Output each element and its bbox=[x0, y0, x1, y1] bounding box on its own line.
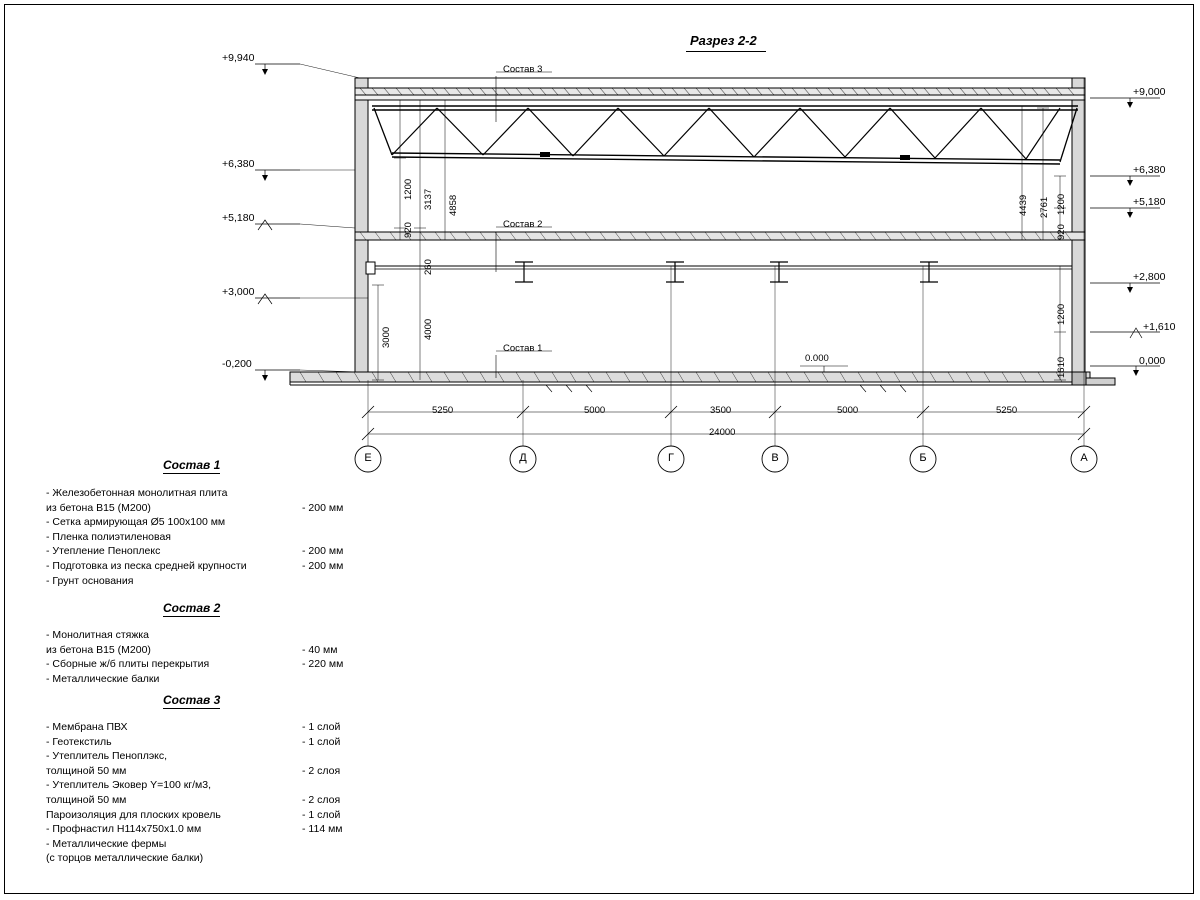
level-mark-right-3: +5,180 bbox=[1133, 196, 1166, 208]
legend-block-3 bbox=[46, 721, 386, 867]
legend-row-value: - 2 слоя bbox=[302, 793, 341, 806]
callout-sostav-2: Состав 2 bbox=[503, 219, 543, 230]
legend-row bbox=[46, 545, 386, 560]
span-dim-1: 5250 bbox=[432, 405, 454, 416]
legend-row bbox=[46, 765, 386, 780]
legend-row bbox=[46, 823, 386, 838]
legend-row-text: Пароизоляция для плоских кровель bbox=[46, 808, 221, 821]
vdim-2761: 2761 bbox=[1039, 196, 1050, 218]
axis-label-a: А bbox=[1080, 452, 1088, 464]
callout-sostav-1: Состав 1 bbox=[503, 343, 543, 354]
level-mark-left-3: +5,180 bbox=[222, 212, 255, 224]
total-dim: 24000 bbox=[709, 427, 736, 438]
vdim-1610: 1610 bbox=[1056, 356, 1067, 378]
legend-row-text: из бетона В15 (М200) bbox=[46, 501, 151, 514]
axis-label-v: В bbox=[771, 452, 779, 464]
axis-label-d: Д bbox=[519, 452, 527, 464]
legend-row-text: - Сетка армирующая Ø5 100x100 мм bbox=[46, 516, 226, 529]
level-mark-right-2: +6,380 bbox=[1133, 164, 1166, 176]
legend-row-text: - Профнастил Н114х750х1.0 мм bbox=[46, 823, 202, 836]
legend-row bbox=[46, 736, 386, 751]
level-mark-left-2: +6,380 bbox=[222, 158, 255, 170]
legend-row bbox=[46, 721, 386, 736]
span-dim-3: 3500 bbox=[710, 405, 732, 416]
legend-row-text: - Геотекстиль bbox=[46, 735, 112, 748]
legend-row bbox=[46, 487, 386, 502]
legend-block-1 bbox=[46, 487, 386, 589]
level-mark-right-6: 0,000 bbox=[1139, 355, 1166, 367]
legend-row-value: - 200 мм bbox=[302, 545, 344, 558]
legend-row-value: - 40 мм bbox=[302, 643, 338, 656]
level-mark-right-1: +9,000 bbox=[1133, 86, 1166, 98]
legend-row-text: - Сборные ж/б плиты перекрытия bbox=[46, 658, 210, 671]
legend-row bbox=[46, 502, 386, 517]
legend-row bbox=[46, 750, 386, 765]
callout-sostav-3: Состав 3 bbox=[503, 64, 543, 75]
legend-heading-2: Состав 2 bbox=[163, 601, 221, 615]
legend-row-text: - Утеплитель Эковер Y=100 кг/м3, bbox=[46, 779, 212, 792]
legend-row-value: - 200 мм bbox=[302, 501, 344, 514]
vdim-3137: 3137 bbox=[423, 188, 434, 210]
legend-row-value: - 1 слой bbox=[302, 721, 341, 733]
level-mark-right-4: +2,800 bbox=[1133, 271, 1166, 283]
zero-level-mark: 0.000 bbox=[805, 353, 829, 364]
legend-row bbox=[46, 809, 386, 824]
vdim-920-a: 920 bbox=[403, 222, 414, 238]
legend-row-text: из бетона В15 (М200) bbox=[46, 643, 151, 656]
legend-row bbox=[46, 531, 386, 546]
legend-row bbox=[46, 779, 386, 794]
legend-row-text: (с торцов металлические балки) bbox=[46, 852, 204, 865]
span-dim-5: 5250 bbox=[996, 405, 1018, 416]
legend-row bbox=[46, 838, 386, 853]
axis-label-e: Е bbox=[364, 452, 372, 464]
vdim-4000: 4000 bbox=[423, 318, 434, 340]
legend-row bbox=[46, 629, 386, 644]
legend-row bbox=[46, 560, 386, 575]
legend-row bbox=[46, 658, 386, 673]
legend-heading-1: Состав 1 bbox=[163, 458, 221, 472]
legend-row-text: - Монолитная стяжка bbox=[46, 629, 150, 641]
legend-row-text: - Подготовка из песка средней крупности bbox=[46, 559, 247, 572]
vdim-4439: 4439 bbox=[1018, 194, 1029, 216]
legend-row-text: толщиной 50 мм bbox=[46, 793, 127, 806]
legend-row-text: - Железобетонная монолитная плита bbox=[46, 487, 228, 499]
vdim-1200-c: 1200 bbox=[1056, 303, 1067, 325]
legend-row bbox=[46, 516, 386, 531]
legend-row-text: - Металлические балки bbox=[46, 672, 160, 685]
legend-row-text: - Мембрана ПВХ bbox=[46, 721, 128, 733]
legend-row bbox=[46, 673, 386, 688]
vdim-4858: 4858 bbox=[448, 194, 459, 216]
legend-row bbox=[46, 575, 386, 590]
legend-row-text: - Пленка полиэтиленовая bbox=[46, 530, 171, 543]
level-mark-left-4: +3,000 bbox=[222, 286, 255, 298]
legend-row bbox=[46, 794, 386, 809]
vdim-1200-a: 1200 bbox=[403, 178, 414, 200]
legend-row-text: толщиной 50 мм bbox=[46, 764, 127, 777]
axis-label-b: Б bbox=[919, 452, 927, 464]
legend-row-value: - 1 слой bbox=[302, 735, 341, 748]
level-mark-left-5: -0,200 bbox=[222, 358, 252, 370]
legend-row-value: - 220 мм bbox=[302, 658, 344, 671]
span-dim-2: 5000 bbox=[584, 405, 606, 416]
level-mark-right-5: +1,610 bbox=[1143, 321, 1176, 333]
span-dim-4: 5000 bbox=[837, 405, 859, 416]
legend-row-text: - Металлические фермы bbox=[46, 837, 167, 850]
legend-row-value: - 1 слой bbox=[302, 808, 341, 821]
vdim-260: 260 bbox=[423, 259, 434, 275]
legend-row-text: - Утеплитель Пеноплэкс, bbox=[46, 750, 168, 763]
axis-label-g: Г bbox=[668, 452, 674, 464]
legend-row-value: - 114 мм bbox=[302, 823, 343, 836]
vdim-3000: 3000 bbox=[381, 326, 392, 348]
legend-row-value: - 2 слоя bbox=[302, 764, 341, 777]
level-mark-left-1: +9,940 bbox=[222, 52, 255, 64]
page-title: Разрез 2-2 bbox=[690, 33, 757, 48]
vdim-920-b: 920 bbox=[1056, 224, 1067, 240]
legend-row bbox=[46, 644, 386, 659]
legend-row-text: - Грунт основания bbox=[46, 574, 134, 587]
legend-heading-3: Состав 3 bbox=[163, 693, 221, 707]
legend-row-value: - 200 мм bbox=[302, 559, 344, 572]
legend-row-text: - Утепление Пеноплекс bbox=[46, 545, 161, 558]
vdim-1200-b: 1200 bbox=[1056, 193, 1067, 215]
legend-block-2 bbox=[46, 629, 386, 687]
legend-row bbox=[46, 852, 386, 867]
